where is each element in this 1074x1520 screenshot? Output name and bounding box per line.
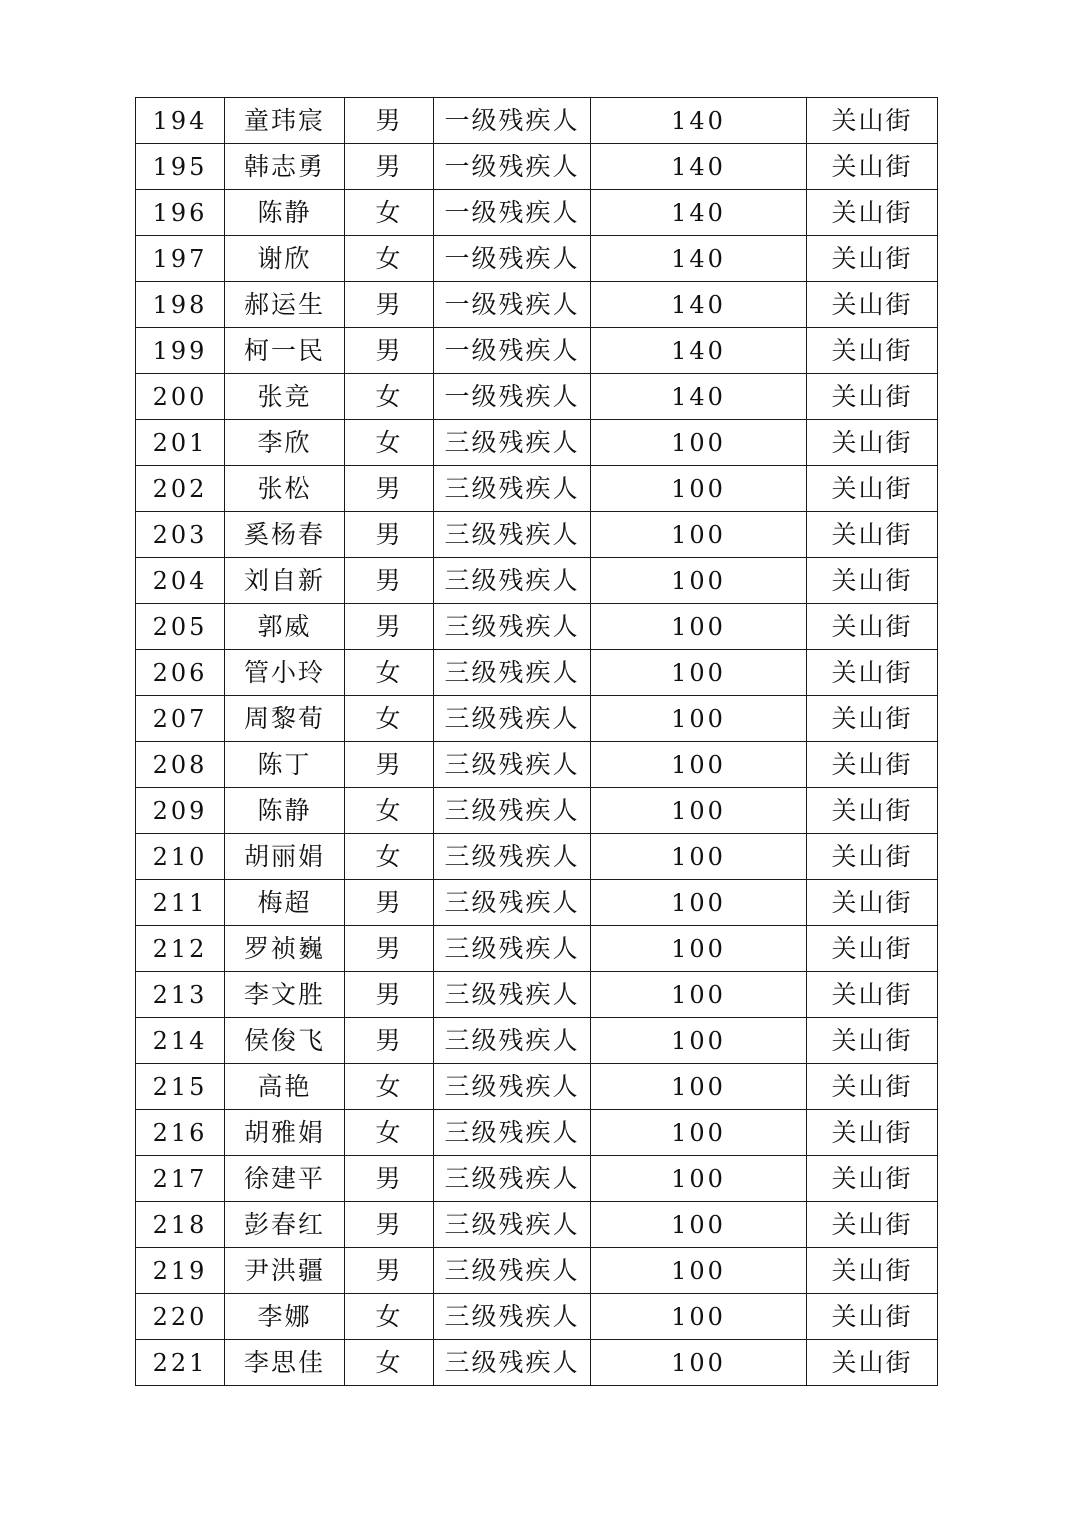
table-row bbox=[136, 1248, 938, 1294]
gender-cell: 女 bbox=[345, 834, 434, 880]
street-cell: 关山街 bbox=[807, 972, 938, 1018]
serial-number-cell: 205 bbox=[136, 604, 225, 650]
table-row bbox=[136, 972, 938, 1018]
amount-cell: 100 bbox=[591, 834, 807, 880]
street-cell: 关山街 bbox=[807, 604, 938, 650]
street-cell: 关山街 bbox=[807, 788, 938, 834]
serial-number-cell: 209 bbox=[136, 788, 225, 834]
amount-cell: 100 bbox=[591, 696, 807, 742]
gender-cell: 男 bbox=[345, 880, 434, 926]
gender-cell: 男 bbox=[345, 972, 434, 1018]
serial-number-cell: 200 bbox=[136, 374, 225, 420]
amount-cell: 100 bbox=[591, 1018, 807, 1064]
table-row bbox=[136, 696, 938, 742]
serial-number-cell: 215 bbox=[136, 1064, 225, 1110]
serial-number-cell: 203 bbox=[136, 512, 225, 558]
serial-number-cell: 204 bbox=[136, 558, 225, 604]
street-cell: 关山街 bbox=[807, 1110, 938, 1156]
serial-number-cell: 216 bbox=[136, 1110, 225, 1156]
serial-number-cell: 217 bbox=[136, 1156, 225, 1202]
gender-cell: 男 bbox=[345, 98, 434, 144]
name-cell: 李思佳 bbox=[225, 1340, 345, 1386]
street-cell: 关山街 bbox=[807, 1018, 938, 1064]
disability-category-cell: 三级残疾人 bbox=[434, 880, 591, 926]
table-row bbox=[136, 880, 938, 926]
amount-cell: 140 bbox=[591, 144, 807, 190]
amount-cell: 100 bbox=[591, 880, 807, 926]
table-row bbox=[136, 1064, 938, 1110]
amount-cell: 100 bbox=[591, 420, 807, 466]
gender-cell: 男 bbox=[345, 1202, 434, 1248]
street-cell: 关山街 bbox=[807, 236, 938, 282]
table-row bbox=[136, 1294, 938, 1340]
table-row bbox=[136, 282, 938, 328]
disability-category-cell: 三级残疾人 bbox=[434, 558, 591, 604]
name-cell: 梅超 bbox=[225, 880, 345, 926]
name-cell: 尹洪疆 bbox=[225, 1248, 345, 1294]
street-cell: 关山街 bbox=[807, 880, 938, 926]
gender-cell: 男 bbox=[345, 328, 434, 374]
table-row bbox=[136, 144, 938, 190]
serial-number-cell: 202 bbox=[136, 466, 225, 512]
table-row bbox=[136, 1340, 938, 1386]
name-cell: 刘自新 bbox=[225, 558, 345, 604]
amount-cell: 100 bbox=[591, 512, 807, 558]
name-cell: 郭威 bbox=[225, 604, 345, 650]
table-row bbox=[136, 1018, 938, 1064]
gender-cell: 男 bbox=[345, 1248, 434, 1294]
name-cell: 徐建平 bbox=[225, 1156, 345, 1202]
street-cell: 关山街 bbox=[807, 1294, 938, 1340]
amount-cell: 100 bbox=[591, 558, 807, 604]
name-cell: 陈静 bbox=[225, 190, 345, 236]
disability-category-cell: 一级残疾人 bbox=[434, 374, 591, 420]
disability-category-cell: 三级残疾人 bbox=[434, 1018, 591, 1064]
serial-number-cell: 221 bbox=[136, 1340, 225, 1386]
table-row bbox=[136, 926, 938, 972]
name-cell: 高艳 bbox=[225, 1064, 345, 1110]
name-cell: 陈静 bbox=[225, 788, 345, 834]
table-row bbox=[136, 788, 938, 834]
disability-category-cell: 三级残疾人 bbox=[434, 1064, 591, 1110]
disability-category-cell: 三级残疾人 bbox=[434, 972, 591, 1018]
disability-category-cell: 三级残疾人 bbox=[434, 604, 591, 650]
serial-number-cell: 206 bbox=[136, 650, 225, 696]
gender-cell: 男 bbox=[345, 282, 434, 328]
table-row bbox=[136, 558, 938, 604]
table-row bbox=[136, 512, 938, 558]
amount-cell: 100 bbox=[591, 1340, 807, 1386]
disability-category-cell: 三级残疾人 bbox=[434, 512, 591, 558]
amount-cell: 100 bbox=[591, 604, 807, 650]
table-row bbox=[136, 1156, 938, 1202]
disability-category-cell: 三级残疾人 bbox=[434, 926, 591, 972]
disability-category-cell: 三级残疾人 bbox=[434, 466, 591, 512]
name-cell: 侯俊飞 bbox=[225, 1018, 345, 1064]
serial-number-cell: 199 bbox=[136, 328, 225, 374]
disability-category-cell: 一级残疾人 bbox=[434, 98, 591, 144]
gender-cell: 女 bbox=[345, 1110, 434, 1156]
name-cell: 陈丁 bbox=[225, 742, 345, 788]
disability-category-cell: 一级残疾人 bbox=[434, 236, 591, 282]
street-cell: 关山街 bbox=[807, 328, 938, 374]
street-cell: 关山街 bbox=[807, 282, 938, 328]
disability-category-cell: 三级残疾人 bbox=[434, 742, 591, 788]
serial-number-cell: 198 bbox=[136, 282, 225, 328]
table-row bbox=[136, 98, 938, 144]
disability-category-cell: 一级残疾人 bbox=[434, 328, 591, 374]
table-row bbox=[136, 1110, 938, 1156]
gender-cell: 女 bbox=[345, 650, 434, 696]
street-cell: 关山街 bbox=[807, 742, 938, 788]
disability-category-cell: 一级残疾人 bbox=[434, 190, 591, 236]
serial-number-cell: 195 bbox=[136, 144, 225, 190]
table-row bbox=[136, 190, 938, 236]
gender-cell: 女 bbox=[345, 420, 434, 466]
street-cell: 关山街 bbox=[807, 190, 938, 236]
gender-cell: 男 bbox=[345, 558, 434, 604]
amount-cell: 140 bbox=[591, 236, 807, 282]
disability-category-cell: 三级残疾人 bbox=[434, 1248, 591, 1294]
amount-cell: 100 bbox=[591, 742, 807, 788]
gender-cell: 女 bbox=[345, 190, 434, 236]
gender-cell: 男 bbox=[345, 926, 434, 972]
name-cell: 张松 bbox=[225, 466, 345, 512]
amount-cell: 100 bbox=[591, 650, 807, 696]
amount-cell: 100 bbox=[591, 1248, 807, 1294]
gender-cell: 男 bbox=[345, 1018, 434, 1064]
disability-category-cell: 三级残疾人 bbox=[434, 1340, 591, 1386]
serial-number-cell: 218 bbox=[136, 1202, 225, 1248]
amount-cell: 140 bbox=[591, 190, 807, 236]
table-row bbox=[136, 420, 938, 466]
street-cell: 关山街 bbox=[807, 1248, 938, 1294]
street-cell: 关山街 bbox=[807, 374, 938, 420]
amount-cell: 100 bbox=[591, 1110, 807, 1156]
street-cell: 关山街 bbox=[807, 926, 938, 972]
street-cell: 关山街 bbox=[807, 512, 938, 558]
street-cell: 关山街 bbox=[807, 696, 938, 742]
table-row bbox=[136, 374, 938, 420]
gender-cell: 女 bbox=[345, 374, 434, 420]
street-cell: 关山街 bbox=[807, 144, 938, 190]
name-cell: 李娜 bbox=[225, 1294, 345, 1340]
table-row bbox=[136, 236, 938, 282]
gender-cell: 女 bbox=[345, 1064, 434, 1110]
disability-category-cell: 一级残疾人 bbox=[434, 144, 591, 190]
table-row bbox=[136, 742, 938, 788]
table-row bbox=[136, 604, 938, 650]
amount-cell: 140 bbox=[591, 98, 807, 144]
amount-cell: 100 bbox=[591, 972, 807, 1018]
name-cell: 胡丽娟 bbox=[225, 834, 345, 880]
gender-cell: 女 bbox=[345, 236, 434, 282]
serial-number-cell: 219 bbox=[136, 1248, 225, 1294]
street-cell: 关山街 bbox=[807, 1202, 938, 1248]
name-cell: 谢欣 bbox=[225, 236, 345, 282]
amount-cell: 100 bbox=[591, 1064, 807, 1110]
roster-body bbox=[136, 98, 938, 1386]
name-cell: 郝运生 bbox=[225, 282, 345, 328]
street-cell: 关山街 bbox=[807, 834, 938, 880]
street-cell: 关山街 bbox=[807, 558, 938, 604]
serial-number-cell: 207 bbox=[136, 696, 225, 742]
name-cell: 童玮宸 bbox=[225, 98, 345, 144]
serial-number-cell: 197 bbox=[136, 236, 225, 282]
amount-cell: 100 bbox=[591, 1294, 807, 1340]
serial-number-cell: 213 bbox=[136, 972, 225, 1018]
gender-cell: 女 bbox=[345, 696, 434, 742]
table-row bbox=[136, 650, 938, 696]
disability-category-cell: 三级残疾人 bbox=[434, 1294, 591, 1340]
amount-cell: 100 bbox=[591, 466, 807, 512]
name-cell: 奚杨春 bbox=[225, 512, 345, 558]
name-cell: 韩志勇 bbox=[225, 144, 345, 190]
serial-number-cell: 210 bbox=[136, 834, 225, 880]
name-cell: 罗祯巍 bbox=[225, 926, 345, 972]
name-cell: 柯一民 bbox=[225, 328, 345, 374]
disability-category-cell: 一级残疾人 bbox=[434, 282, 591, 328]
street-cell: 关山街 bbox=[807, 98, 938, 144]
serial-number-cell: 194 bbox=[136, 98, 225, 144]
serial-number-cell: 196 bbox=[136, 190, 225, 236]
street-cell: 关山街 bbox=[807, 1064, 938, 1110]
disability-category-cell: 三级残疾人 bbox=[434, 420, 591, 466]
amount-cell: 100 bbox=[591, 1202, 807, 1248]
street-cell: 关山街 bbox=[807, 420, 938, 466]
street-cell: 关山街 bbox=[807, 1340, 938, 1386]
name-cell: 胡雅娟 bbox=[225, 1110, 345, 1156]
gender-cell: 男 bbox=[345, 466, 434, 512]
name-cell: 李欣 bbox=[225, 420, 345, 466]
serial-number-cell: 201 bbox=[136, 420, 225, 466]
serial-number-cell: 212 bbox=[136, 926, 225, 972]
name-cell: 周黎荀 bbox=[225, 696, 345, 742]
disability-category-cell: 三级残疾人 bbox=[434, 1202, 591, 1248]
name-cell: 张竞 bbox=[225, 374, 345, 420]
table-row bbox=[136, 834, 938, 880]
gender-cell: 男 bbox=[345, 144, 434, 190]
name-cell: 管小玲 bbox=[225, 650, 345, 696]
gender-cell: 女 bbox=[345, 1340, 434, 1386]
amount-cell: 140 bbox=[591, 282, 807, 328]
name-cell: 彭春红 bbox=[225, 1202, 345, 1248]
amount-cell: 140 bbox=[591, 374, 807, 420]
serial-number-cell: 211 bbox=[136, 880, 225, 926]
street-cell: 关山街 bbox=[807, 466, 938, 512]
disability-category-cell: 三级残疾人 bbox=[434, 650, 591, 696]
amount-cell: 140 bbox=[591, 328, 807, 374]
gender-cell: 女 bbox=[345, 788, 434, 834]
amount-cell: 100 bbox=[591, 926, 807, 972]
serial-number-cell: 214 bbox=[136, 1018, 225, 1064]
table-row bbox=[136, 466, 938, 512]
disability-category-cell: 三级残疾人 bbox=[434, 788, 591, 834]
gender-cell: 女 bbox=[345, 1294, 434, 1340]
disability-category-cell: 三级残疾人 bbox=[434, 1156, 591, 1202]
amount-cell: 100 bbox=[591, 1156, 807, 1202]
serial-number-cell: 208 bbox=[136, 742, 225, 788]
street-cell: 关山街 bbox=[807, 650, 938, 696]
table-row bbox=[136, 328, 938, 374]
gender-cell: 男 bbox=[345, 1156, 434, 1202]
disability-category-cell: 三级残疾人 bbox=[434, 834, 591, 880]
gender-cell: 男 bbox=[345, 604, 434, 650]
disability-category-cell: 三级残疾人 bbox=[434, 696, 591, 742]
table-row bbox=[136, 1202, 938, 1248]
serial-number-cell: 220 bbox=[136, 1294, 225, 1340]
street-cell: 关山街 bbox=[807, 1156, 938, 1202]
gender-cell: 男 bbox=[345, 512, 434, 558]
roster-table bbox=[135, 97, 938, 1386]
name-cell: 李文胜 bbox=[225, 972, 345, 1018]
gender-cell: 男 bbox=[345, 742, 434, 788]
disability-category-cell: 三级残疾人 bbox=[434, 1110, 591, 1156]
amount-cell: 100 bbox=[591, 788, 807, 834]
